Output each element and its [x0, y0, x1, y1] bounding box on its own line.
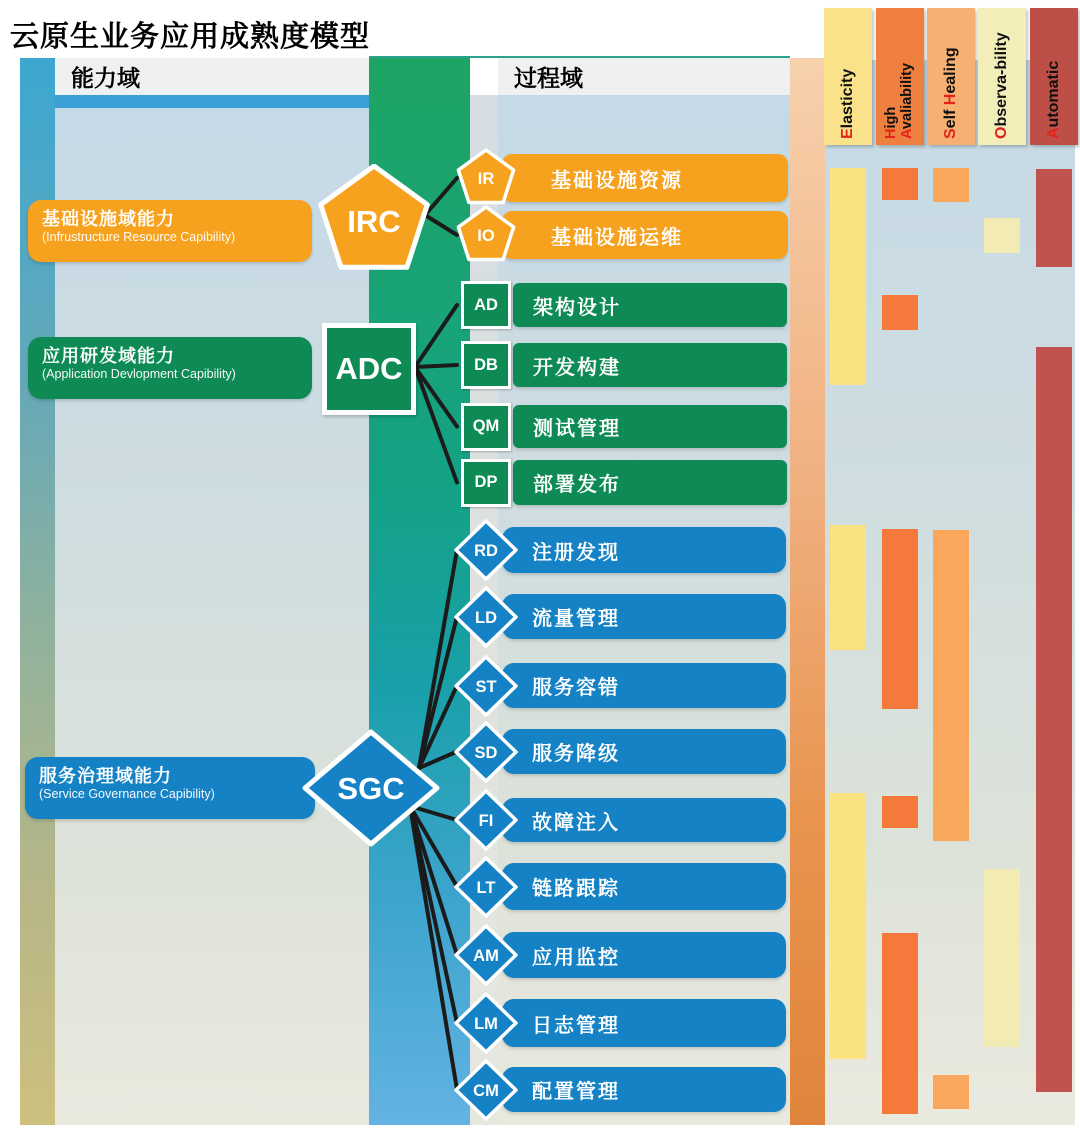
matrix-header-label-high-availability: High Avaliability: [883, 62, 915, 139]
matrix-header-label-automatic: Automatic: [1045, 60, 1063, 139]
process-bar-cm: 配置管理: [502, 1067, 786, 1112]
svg-text:AM: AM: [473, 947, 499, 965]
badge-ad: AD: [461, 281, 511, 329]
pill-irc-en: (Infrustructure Resource Capibility): [42, 230, 236, 245]
process-bar-ir: 基础设施资源: [502, 154, 788, 202]
capability-pill-sgc: [25, 757, 315, 819]
matrix-cell-automatic-db-cm: [1036, 347, 1072, 1092]
process-bar-dp: 部署发布: [513, 460, 787, 505]
pill-sgc-name: 服务治理域能力: [39, 766, 172, 786]
sgc-label: SGC: [337, 771, 405, 806]
badge-lt: [454, 856, 518, 918]
process-bar-qm: 测试管理: [513, 405, 787, 448]
badge-rd: [454, 519, 518, 581]
process-bar-ld: 流量管理: [502, 594, 786, 639]
badge-am: [454, 924, 518, 986]
matrix-cell-automatic-ir-io: [1036, 169, 1072, 267]
badge-st: [454, 655, 518, 717]
matrix-cell-elasticity-fi-lm: [830, 793, 866, 1059]
matrix-cell-high-availability-ir: [882, 168, 918, 200]
matrix-cell-high-availability-am-cm: [882, 933, 918, 1114]
pill-irc-name: 基础设施域能力: [42, 209, 175, 229]
matrix-header-high-availability: [876, 8, 924, 145]
svg-text:SD: SD: [474, 743, 498, 762]
badge-dp: DP: [461, 459, 511, 507]
badge-db: DB: [461, 341, 511, 389]
process-bar-am: 应用监控: [502, 932, 786, 978]
matrix-cell-high-availability-rd-st: [882, 529, 918, 709]
matrix-cell-self-healing-rd-fi: [933, 530, 969, 841]
pill-adc-en: (Application Devlopment Capibility): [42, 367, 236, 382]
process-bar-ad: 架构设计: [513, 283, 787, 327]
badge-ld: [454, 586, 518, 648]
matrix-cell-self-healing-cm: [933, 1075, 969, 1109]
adc-square-shape: [322, 323, 416, 415]
pill-adc-name: 应用研发域能力: [42, 346, 175, 366]
process-bar-io: 基础设施运维: [502, 211, 788, 259]
irc-pentagon-shape: [316, 164, 432, 280]
process-band: 过程域: [498, 58, 790, 95]
process-bar-rd: 注册发现: [502, 527, 786, 573]
matrix-cell-elasticity-rd-ld: [830, 525, 866, 650]
svg-text:CM: CM: [473, 1081, 499, 1100]
matrix-header-label-self-healing: Self Healing: [942, 47, 960, 139]
badge-io: [454, 204, 518, 266]
svg-text:LT: LT: [476, 878, 496, 897]
capability-pill-irc: [28, 200, 312, 262]
sgc-diamond-shape: [302, 729, 440, 847]
capability-band: 能力域: [55, 58, 369, 95]
svg-text:FI: FI: [478, 812, 494, 830]
badge-cm: [454, 1059, 518, 1121]
adc-label: ADC: [335, 351, 403, 386]
svg-text:IO: IO: [477, 227, 495, 245]
matrix-cell-observability-io: [984, 218, 1020, 253]
peach-gradient-strip: [790, 58, 825, 1125]
capability-band-underline: [55, 95, 369, 108]
svg-text:LM: LM: [474, 1015, 498, 1033]
matrix-cell-self-healing-ir: [933, 168, 969, 202]
svg-text:RD: RD: [474, 542, 498, 560]
matrix-cell-high-availability-ad: [882, 295, 918, 330]
badge-fi: [454, 789, 518, 851]
process-bar-lt: 链路跟踪: [502, 863, 786, 910]
matrix-cell-high-availability-fi: [882, 796, 918, 828]
process-bar-sd: 服务降级: [502, 729, 786, 774]
badge-qm: QM: [461, 403, 511, 451]
pill-sgc-en: (Service Governance Capibility): [39, 787, 215, 802]
process-bar-db: 开发构建: [513, 343, 787, 387]
matrix-header-observability: [978, 8, 1026, 145]
svg-text:LD: LD: [475, 608, 497, 627]
svg-text:ST: ST: [475, 677, 497, 696]
irc-label: IRC: [347, 204, 401, 239]
matrix-header-self-healing: [927, 8, 975, 145]
matrix-header-label-elasticity: Elasticity: [839, 68, 857, 139]
process-bar-fi: 故障注入: [502, 798, 786, 842]
badge-lm: [454, 992, 518, 1054]
matrix-header-automatic: [1030, 8, 1078, 145]
matrix-cell-elasticity-ir-db: [830, 168, 866, 385]
process-bar-st: 服务容错: [502, 663, 786, 708]
matrix-header-label-observability: Observa-bility: [993, 32, 1011, 139]
matrix-header-elasticity: [824, 8, 872, 145]
matrix-cell-observability-lt-lm: [984, 869, 1020, 1047]
process-bar-lm: 日志管理: [502, 999, 786, 1047]
capability-pill-adc: [28, 337, 312, 399]
badge-ir: [454, 147, 518, 209]
badge-sd: [454, 721, 518, 783]
page-title: 云原生业务应用成熟度模型: [10, 21, 371, 53]
svg-text:IR: IR: [477, 170, 495, 188]
